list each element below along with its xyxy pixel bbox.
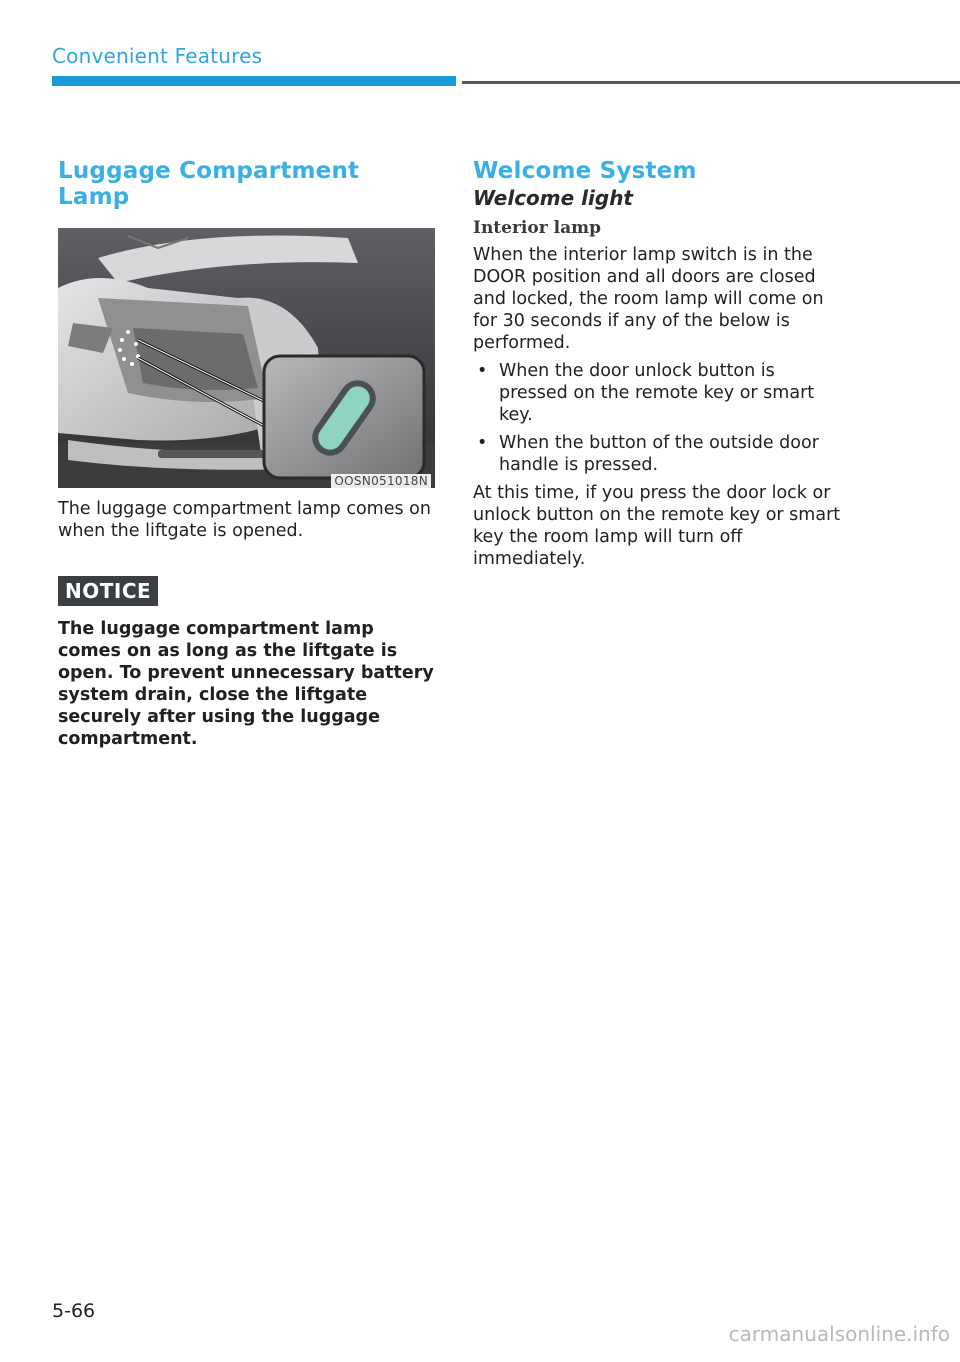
interior-lamp-outro: At this time, if you press the door lock or unlock button on the remote key or smart key the room lamp will turn off immediately.: [473, 483, 841, 569]
list-item: [473, 360, 841, 426]
notice-label: NOTICE: [58, 576, 158, 606]
list-item: [473, 432, 841, 476]
section-heading-welcome-system: Welcome System: [473, 158, 697, 184]
header-rule: [462, 81, 960, 84]
car-liftgate-illustration: [58, 228, 435, 488]
right-column: [473, 158, 841, 570]
section-heading-luggage-lamp: Luggage Compartment Lamp: [58, 158, 360, 210]
list-item-text: When the button of the outside door handle is pressed.: [499, 433, 819, 475]
header-accent-bar: [52, 76, 456, 86]
interior-lamp-intro: When the interior lamp switch is in the DOOR position and all doors are closed and locked, the room lamp will come on for 30 seconds if any of the below is performed.: [473, 245, 824, 353]
bullet-icon: •: [477, 361, 488, 381]
subheading-welcome-light: Welcome light: [473, 186, 633, 210]
chapter-title: Convenient Features: [52, 44, 263, 68]
list-item-text: When the door unlock button is pressed on the remote key or smart key.: [499, 361, 815, 425]
luggage-lamp-figure: [58, 228, 435, 488]
page-number: 5-66: [52, 1300, 96, 1322]
luggage-lamp-description: The luggage compartment lamp comes on when the liftgate is opened.: [58, 499, 431, 541]
figure-code: OOSN051018N: [331, 474, 431, 488]
watermark: carmanualsonline.info: [728, 1322, 950, 1346]
minor-heading-interior-lamp: Interior lamp: [473, 218, 601, 238]
left-column: [58, 158, 436, 750]
condition-list: [473, 360, 841, 476]
bullet-icon: •: [477, 433, 488, 453]
notice-text: The luggage compartment lamp comes on as long as the liftgate is open. To prevent unnecessary battery system drain, close the liftgate securely after using the luggage compartment.: [58, 619, 434, 749]
